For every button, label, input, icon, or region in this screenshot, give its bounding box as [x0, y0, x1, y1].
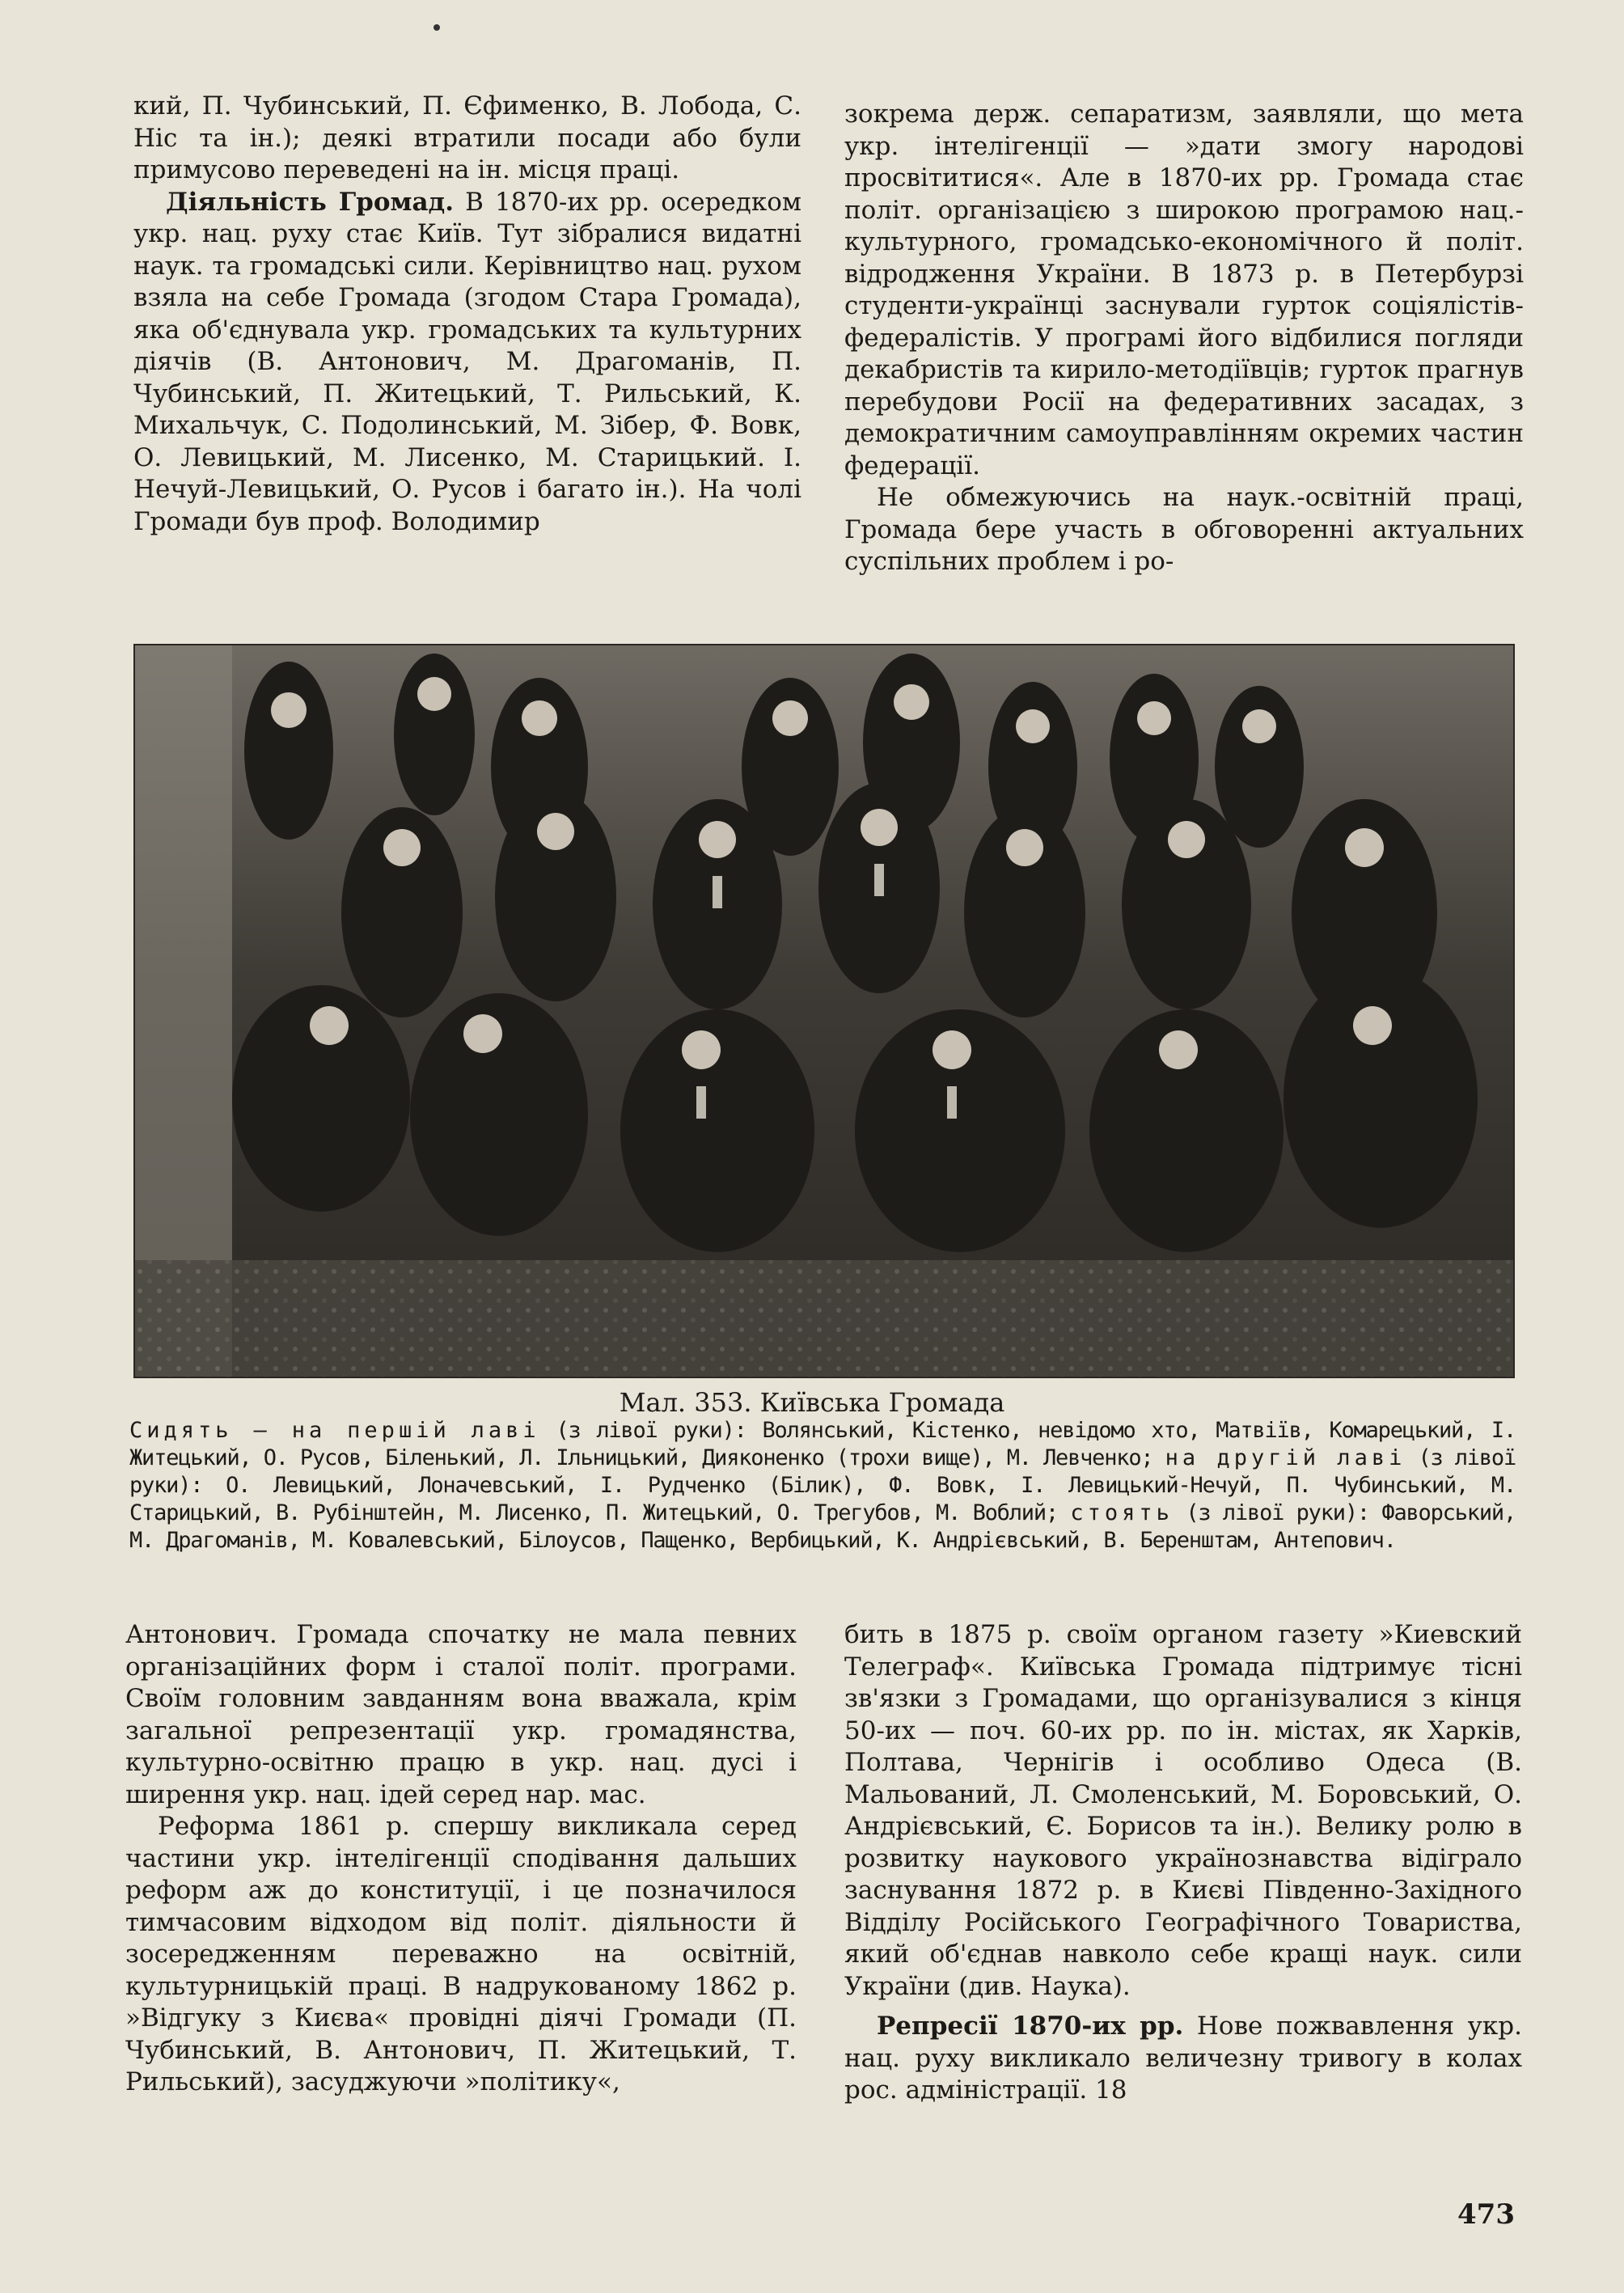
paragraph: Реформа 1861 р. спершу викликала серед частини укр. інтелігенції сподівання дальших реформ аж до конституції, і це позначилося тимчасовим відходом від політ. діяльности й зосередженням переважно на освітній, культурницькій праці. В надрукованому 1862 р. »Відгуку з Києва« провідні діячі Громади (П. Чубинський, В. Антонович, П. Житецький, Т. Рильський), засуджуючи »політику«,	[125, 1812, 797, 2096]
column-bottom-right	[844, 1619, 1522, 2107]
paragraph	[133, 187, 801, 539]
caption-row-first-bench: Волянський, Кістенко, невідомо хто, Матвіїв, Комарецький, І. Житецький, О. Русов, Біленький, Л. Ільницький, Дияконенко (трохи вище), М. Левченко;	[129, 1418, 1516, 1470]
section-heading: Діяльність Громад.	[166, 187, 454, 217]
caption-direction: (з лівої руки):	[1173, 1500, 1382, 1525]
paragraph: кий, П. Чубинський, П. Єфименко, В. Лобода, С. Ніс та ін.); деякі втратили посади або були примусово переведені на ін. місця праці.	[133, 91, 801, 184]
paragraph	[844, 2011, 1522, 2107]
paragraph-text: В 1870-их рр. осередком укр. нац. руху стає Київ. Тут зібралися видатні наук. та громадські сили. Керівництво нац. рухом взяла на себе Громада (згодом Стара Громада), яка об'єднувала укр. громадських та культурних діячів (В. Антонович, М. Драгоманів, П. Чубинський, П. Житецький, Т. Рильський, К. Михальчук, С. Подолинський, М. Зібер, Ф. Вовк, О. Левицький, М. Лисенко, М. Старицький. І. Нечуй-Левицький, О. Русов і багато ін.). На чолі Громади був проф. Володимир	[133, 187, 802, 536]
caption-row-standing: Фаворський, М. Драгоманів, М. Ковалевський, Білоусов, Пащенко, Вербицький, К. Андрієвський, В. Беренштам, Антепович.	[129, 1500, 1516, 1553]
caption-direction: (з лівої руки):	[129, 1445, 1516, 1498]
caption-label-second-bench: на другій лаві	[1165, 1445, 1406, 1470]
caption-label-standing: стоять	[1070, 1500, 1174, 1525]
page-number: 473	[1457, 2198, 1515, 2231]
section-heading: Репресії 1870-их рр.	[877, 2012, 1184, 2041]
paragraph-text: Нове пожвавлення укр. нац. руху викликало величезну тривогу в колах рос. адміністрації. 18	[844, 2012, 1522, 2105]
paragraph: зокрема держ. сепаратизм, заявляли, що мета укр. інтелігенції — »дати змогу народові просвітитися«. Але в 1870-их рр. Громада стає політ. організацією з широкою програмою нац.-культурного, громадсько-економічного й політ. відродження України. В 1873 р. в Петербурзі студенти-українці заснували гурток соціялістів-федералістів. У програмі його відбилися погляди декабристів та кирило-методіївців; гурток прагнув перебудови Росії на федеративних засадах, з демократичним самоуправлінням окремих частин федерації.	[844, 99, 1524, 480]
print-mark	[433, 24, 440, 31]
caption-row-second-bench: О. Левицький, Лоначевський, І. Рудченко (Білик), Ф. Вовк, І. Левицький-Нечуй, П. Чубинський, М. Старицький, В. Рубінштейн, М. Лисенко, П. Житецький, О. Трегубов, М. Воблий;	[129, 1473, 1516, 1525]
caption-direction: (з лівої руки):	[539, 1418, 763, 1443]
figure-caption	[129, 1417, 1516, 1555]
column-top-left	[133, 91, 801, 538]
paragraph: Не обмежуючись на наук.-освітній праці, Громада бере участь в обговоренні актуальних суспільних проблем і ро-	[844, 483, 1524, 576]
figure-caption-title: Мал. 353. Київська Громада	[619, 1387, 1005, 1418]
group-photograph	[133, 644, 1515, 1378]
caption-label-seated: Сидять — на першій лаві	[129, 1418, 540, 1443]
paragraph: бить в 1875 р. своїм органом газету »Киевский Телеграф«. Київська Громада підтримує тісні зв'язки з Громадами, що організувалися з кінця 50-их — поч. 60-их рр. по ін. містах, як Харків, Полтава, Чернігів і особливо Одеса (В. Мальований, Л. Смоленський, М. Боровський, О. Андрієвський, Є. Борисов та ін.). Велику ролю в розвитку наукового українознавства відіграло заснування 1872 р. в Києві Південно-Західного Відділу Російського Географічного Товариства, який об'єднав навколо себе кращі наук. сили України (див. Наука).	[844, 1620, 1522, 2001]
column-top-right	[844, 99, 1524, 578]
column-bottom-left	[125, 1619, 797, 2099]
paragraph: Антонович. Громада спочатку не мала певних організаційних форм і сталої політ. програми. Своїм головним завданням вона вважала, крім загальної репрезентації укр. громадянства, культурно-освітню працю в укр. нац. дусі і ширення укр. нац. ідей серед нар. мас.	[125, 1620, 797, 1809]
